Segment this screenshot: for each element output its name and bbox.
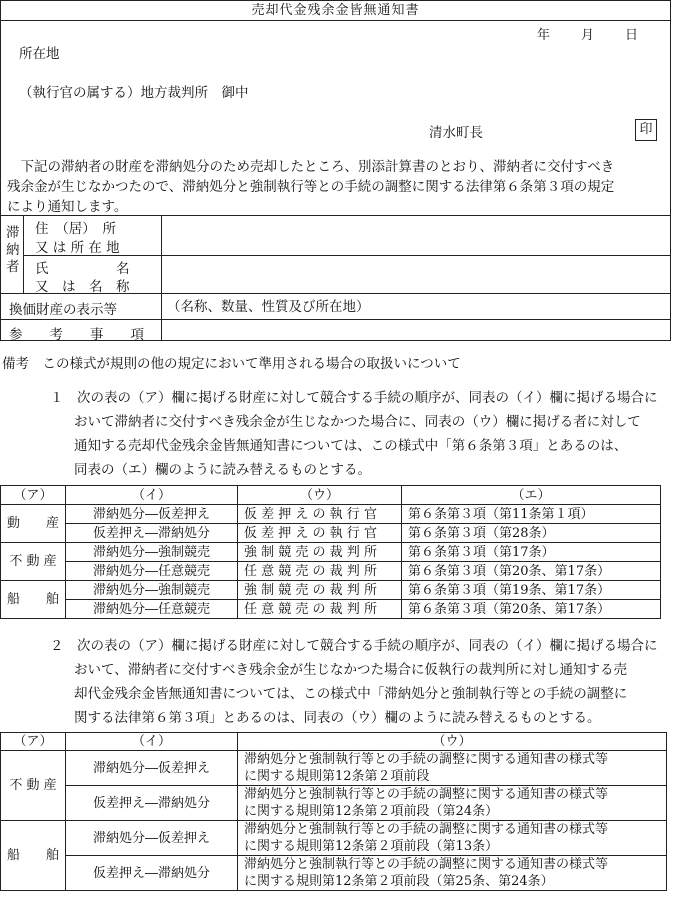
address-row-label-2: 又 は 所 在 地 <box>35 240 120 256</box>
header-cell: （ウ） <box>238 486 402 505</box>
body-line: 下記の滞納者の財産を滞納処分のため売却したところ、別添計算書のとおり、滞納者に交付すべき <box>7 159 615 175</box>
procedure-cell: 滞納処分―仮差押え <box>66 821 238 856</box>
table-row <box>1 524 661 543</box>
court-addressee: （執行官の属する）地方裁判所 御中 <box>19 85 249 101</box>
date-day: 日 <box>625 28 639 43</box>
header-cell: （ア） <box>1 486 66 505</box>
note-1-line: 通知する売却代金残余金皆無通知書については、この様式中「第６条第３項」とあるのは、 <box>74 438 628 454</box>
table-header-row <box>1 733 667 751</box>
header-cell: （イ） <box>66 486 238 505</box>
reading-cell: 第６条第３項（第20条、第17条） <box>402 600 661 619</box>
grid-line <box>1 215 671 216</box>
table-row <box>1 581 661 600</box>
note-1-line: おいて滞納者に交付すべき残余金が生じなかつた場合に、同表の（ウ）欄に掲げる者に対して <box>74 414 641 430</box>
reading-table-1 <box>0 485 661 619</box>
header-cell: （イ） <box>66 733 238 751</box>
reading-cell: 第６条第３項（第20条、第17条） <box>402 562 661 581</box>
table-row <box>1 505 661 524</box>
note-1-line: 同表の（エ）欄のように読み替えるものとする。 <box>74 462 371 478</box>
table-row <box>1 821 667 856</box>
recipient-cell: 仮 差 押 え の 執 行 官 <box>238 524 402 543</box>
reading-cell: 第６条第３項（第19条、第17条） <box>402 581 661 600</box>
procedure-cell: 滞納処分―仮差押え <box>66 505 238 524</box>
reading-cell: 滞納処分と強制執行等との手続の調整に関する通知書の様式等 に関する規則第12条第２項前段（第24条） <box>238 786 667 821</box>
recipient-cell: 任 意 競 売 の 裁 判 所 <box>238 600 402 619</box>
address-row-label: 住 （居） 所 <box>35 221 116 237</box>
notice-form <box>0 0 671 341</box>
sender-name: 清水町長 <box>429 125 483 141</box>
address-label: 所在地 <box>19 46 60 62</box>
recipient-cell: 任 意 競 売 の 裁 判 所 <box>238 562 402 581</box>
reading-cell: 滞納処分と強制執行等との手続の調整に関する通知書の様式等 に関する規則第12条第２項前段 <box>238 751 667 786</box>
note-1-line: １ 次の表の（ア）欄に掲げる財産に対して競合する手続の順序が、同表の（イ）欄に掲げる場合に <box>50 390 658 406</box>
table-header-row <box>1 486 661 505</box>
reading-cell: 第６条第３項（第28条） <box>402 524 661 543</box>
procedure-cell: 滞納処分―仮差押え <box>66 751 238 786</box>
body-line: 残余金が生じなかつたので、滞納処分と強制執行等との手続の調整に関する法律第６条第３項の規定 <box>7 179 615 195</box>
recipient-cell: 仮 差 押 え の 執 行 官 <box>238 505 402 524</box>
note-2-line: 関する法律第６第３項」とあるのは、同表の（ウ）欄のように読み替えるものとする。 <box>74 710 601 726</box>
notice-body <box>7 157 667 217</box>
property-cell: 不 動 産 <box>1 751 66 821</box>
note-2-line: 却代金残余金皆無通知書については、この様式中「滞納処分と強制執行等との手続の調整に <box>74 686 628 702</box>
date-year: 年 <box>537 28 551 43</box>
table-row <box>1 600 661 619</box>
reading-cell: 滞納処分と強制執行等との手続の調整に関する通知書の様式等 に関する規則第12条第２項前段（第25条、第24条） <box>238 856 667 891</box>
name-row-label-2: 又 は 名 称 <box>35 279 130 295</box>
property-cell: 動 産 <box>1 505 66 543</box>
property-label: 換価財産の表示等 <box>9 302 117 318</box>
procedure-cell: 滞納処分―強制競売 <box>66 581 238 600</box>
body-line: により通知します。 <box>7 199 128 215</box>
reading-cell: 第６条第３項（第11条第１項） <box>402 505 661 524</box>
seal-mark: 印 <box>635 119 657 141</box>
header-cell: （ウ） <box>238 733 667 751</box>
table-row <box>1 543 661 562</box>
property-cell: 船 舶 <box>1 821 66 891</box>
notes-heading: 備考 この様式が規則の他の規定において準用される場合の取扱いについて <box>2 356 461 372</box>
grid-line <box>1 319 671 320</box>
date-month: 月 <box>581 28 595 43</box>
taxpayer-label: 滞 納 者 <box>6 225 20 275</box>
header-cell: （エ） <box>402 486 661 505</box>
table-row <box>1 562 661 581</box>
procedure-cell: 滞納処分―強制競売 <box>66 543 238 562</box>
name-row-label: 氏 名 <box>35 261 130 277</box>
grid-line <box>161 215 162 341</box>
property-cell: 不 動 産 <box>1 543 66 581</box>
remarks-label: 参 考 事 項 <box>9 327 144 343</box>
note-2-line: ２ 次の表の（ア）欄に掲げる財産に対して競合する手続の順序が、同表の（イ）欄に掲げる場合に <box>50 638 658 654</box>
procedure-cell: 仮差押え―滞納処分 <box>66 856 238 891</box>
table-row <box>1 856 667 891</box>
recipient-cell: 強 制 競 売 の 裁 判 所 <box>238 543 402 562</box>
reading-cell: 第６条第３項（第17条） <box>402 543 661 562</box>
procedure-cell: 滞納処分―任意競売 <box>66 562 238 581</box>
property-hint: （名称、数量、性質及び所在地） <box>167 299 370 315</box>
procedure-cell: 仮差押え―滞納処分 <box>66 524 238 543</box>
reading-cell: 滞納処分と強制執行等との手続の調整に関する通知書の様式等 に関する規則第12条第２項前段（第13条） <box>238 821 667 856</box>
table-row <box>1 786 667 821</box>
reading-table-2 <box>0 732 667 891</box>
property-cell: 船 舶 <box>1 581 66 619</box>
procedure-cell: 滞納処分―任意競売 <box>66 600 238 619</box>
grid-line <box>23 215 24 293</box>
grid-line <box>23 255 671 256</box>
procedure-cell: 仮差押え―滞納処分 <box>66 786 238 821</box>
form-title: 売却代金残余金皆無通知書 <box>1 1 670 21</box>
recipient-cell: 強 制 競 売 の 裁 判 所 <box>238 581 402 600</box>
table-row <box>1 751 667 786</box>
header-cell: （ア） <box>1 733 66 751</box>
note-2-line: おいて、滞納者に交付すべき残余金が生じなかつた場合に仮執行の裁判所に対し通知する売 <box>74 662 627 678</box>
